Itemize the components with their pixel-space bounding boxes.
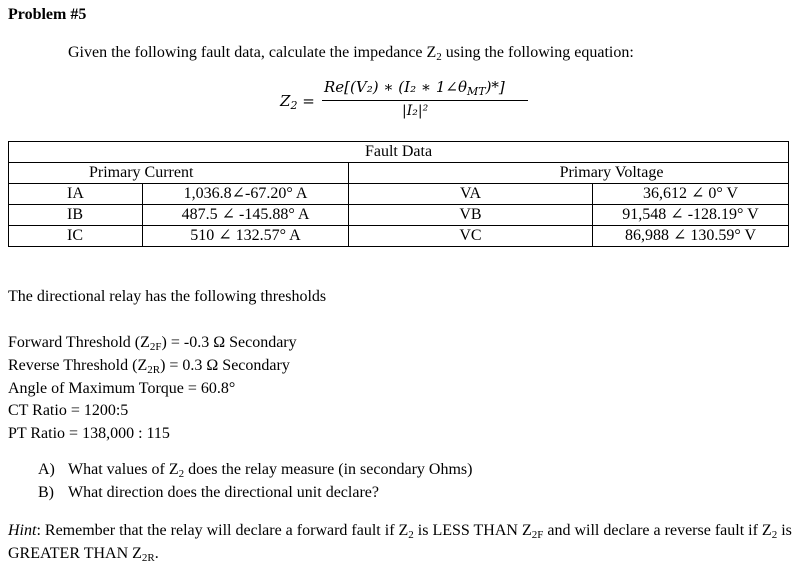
intro-sub: 2 — [436, 51, 442, 63]
table-row — [9, 184, 789, 205]
phase-current-label: IC — [9, 226, 143, 247]
header-primary-voltage: Primary Voltage — [349, 163, 789, 184]
current-value: 510 ∠ 132.57° A — [143, 226, 349, 247]
phase-current-label: IA — [9, 184, 143, 205]
hint-text — [8, 519, 798, 565]
hint-part-4: is GREATER THAN Z — [8, 522, 792, 562]
reverse-prefix: Reverse Threshold (Z — [8, 357, 148, 374]
fraction-bar — [322, 100, 528, 101]
forward-suffix: ) = -0.3 Ω Secondary — [161, 334, 297, 351]
voltage-value: 86,988 ∠ 130.59° V — [593, 226, 789, 247]
table-caption-row — [9, 142, 789, 163]
phase-current-label: IB — [9, 205, 143, 226]
reverse-threshold — [8, 357, 290, 375]
question-b-label: B) — [38, 484, 54, 501]
equation-numerator-end: )*] — [485, 78, 505, 96]
equation-numerator-main: Re[(V₂) ∗ (I₂ ∗ 1∠θ — [324, 78, 467, 96]
phase-voltage-label: VA — [349, 184, 593, 205]
question-a-suffix: does the relay measure (in secondary Ohms) — [184, 461, 473, 478]
current-value: 487.5 ∠ -145.88° A — [143, 205, 349, 226]
hint-part-1: : Remember that the relay will declare a forward fault if Z — [36, 522, 409, 539]
angle-max-torque: Angle of Maximum Torque = 60.8° — [8, 380, 236, 397]
forward-threshold — [8, 334, 297, 352]
table-row — [9, 226, 789, 247]
phase-voltage-label: VC — [349, 226, 593, 247]
phase-voltage-label: VB — [349, 205, 593, 226]
question-a-sub: 2 — [178, 468, 185, 480]
reverse-sub: 2R — [147, 364, 161, 376]
intro-prefix: Given the following fault data, calculate the impedance Z — [68, 44, 437, 61]
equation-numerator-sub: MT — [466, 85, 486, 98]
question-b — [38, 484, 379, 502]
ct-ratio: CT Ratio = 1200:5 — [8, 402, 129, 419]
hint-part-3: and will declare a reverse fault if Z — [543, 522, 772, 539]
hint-sub-2: 2F — [531, 529, 544, 541]
hint-sub-3: 2 — [771, 529, 778, 541]
question-a-label: A) — [38, 461, 55, 478]
forward-sub: 2F — [149, 341, 162, 353]
current-value: 1,036.8∠-67.20° A — [143, 184, 349, 205]
equation-lhs-sub: 2 — [290, 99, 298, 112]
question-a-prefix: What values of Z — [68, 461, 179, 478]
question-b-text: What direction does the directional unit declare? — [68, 484, 379, 501]
hint-sub-1: 2 — [408, 529, 414, 541]
header-primary-current: Primary Current — [9, 163, 349, 184]
question-a — [38, 461, 472, 479]
hint-part-2: is LESS THAN Z — [413, 522, 532, 539]
relay-intro: The directional relay has the following thresholds — [8, 288, 327, 305]
reverse-suffix: ) = 0.3 Ω Secondary — [160, 357, 290, 374]
intro-text — [68, 44, 634, 62]
impedance-equation — [280, 76, 540, 126]
equation-denominator: |I₂|² — [402, 103, 429, 119]
forward-prefix: Forward Threshold (Z — [8, 334, 150, 351]
table-row — [9, 205, 789, 226]
intro-suffix: using the following equation: — [441, 44, 634, 61]
equation-lhs-z: Z — [280, 92, 291, 110]
equation-lhs-eq: = — [297, 92, 315, 110]
hint-part-5: . — [154, 545, 159, 562]
hint-label: Hint — [8, 522, 37, 539]
problem-title: Problem #5 — [8, 6, 87, 23]
table-header-row — [9, 163, 789, 184]
voltage-value: 91,548 ∠ -128.19° V — [593, 205, 789, 226]
fault-data-table — [8, 141, 789, 247]
hint-sub-4: 2R — [141, 552, 155, 564]
equation-numerator — [324, 78, 505, 96]
pt-ratio: PT Ratio = 138,000 : 115 — [8, 425, 170, 442]
equation-lhs — [280, 92, 315, 110]
table-caption: Fault Data — [9, 142, 789, 163]
voltage-value: 36,612 ∠ 0° V — [593, 184, 789, 205]
